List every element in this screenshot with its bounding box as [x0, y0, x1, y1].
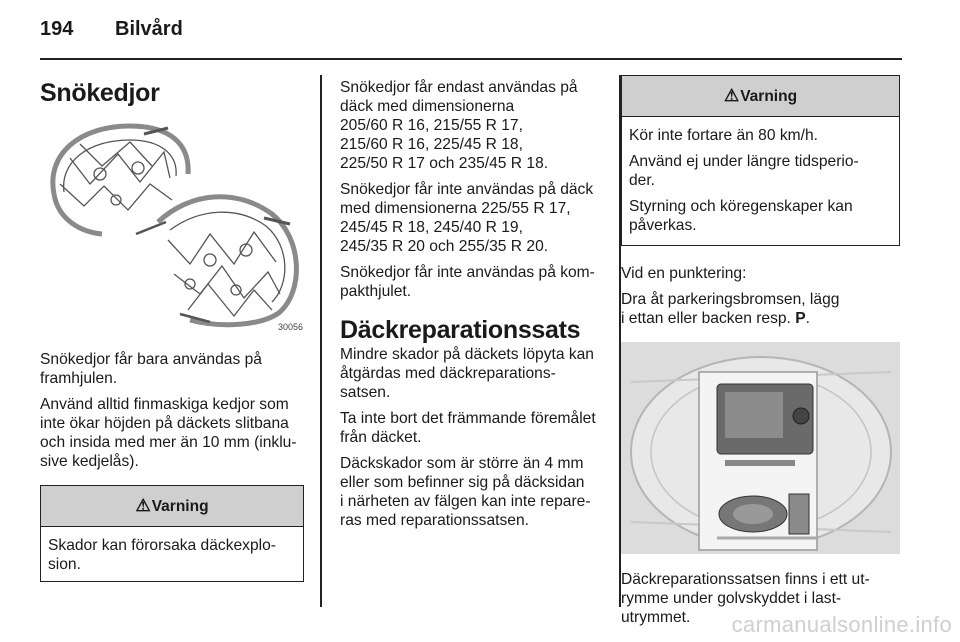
page-header [40, 18, 183, 41]
compact-wheel-paragraph: Snökedjor får inte användas på kom- pakthjulet. [340, 264, 595, 300]
large-damage-paragraph: Däckskador som är större än 4 mm eller som befinner sig på däcksidan i närheten av fälgen kan inte repare- ras med reparationssatsen. [340, 455, 591, 529]
snow-chains-title: Snökedjor [40, 79, 160, 107]
column-1 [40, 78, 304, 596]
section-title: Bilvård [115, 18, 183, 40]
allowed-sizes-paragraph: Snökedjor får endast användas på däck med dimensionerna 205/60 R 16, 215/55 R 17, 215/60 R 16, 225/45 R 18, 225/50 R 17 och 235/45 R 18. [340, 79, 578, 172]
chains-front-paragraph: Snökedjor får bara användas på framhjulen. [40, 351, 262, 387]
forbidden-sizes-paragraph: Snökedjor får inte användas på däck med dimensionerna 225/55 R 17, 245/45 R 18, 245/40 R 19, 245/35 R 20 och 255/35 R 20. [340, 181, 594, 255]
warning-title: Varning [151, 498, 209, 515]
warning-triangle-icon: ⚠ [723, 86, 740, 105]
column-divider-1 [320, 75, 322, 607]
warning-box-speed [621, 75, 900, 246]
watermark: carmanualsonline.info [731, 612, 952, 637]
parking-brake-paragraph: Dra åt parkeringsbromsen, lägg i ettan eller backen resp. P. [621, 291, 840, 327]
warning-body: Kör inte fortare än 80 km/h. Använd ej under längre tidsperio- der. Styrning och köregenskaper kan påverkas. [629, 127, 859, 234]
warning-header [41, 486, 303, 527]
page-number: 194 [40, 18, 74, 40]
warning-body: Skador kan förorsaka däckexplo- sion. [48, 537, 276, 573]
tyre-repair-kit-heading: Däckreparationssats [340, 316, 581, 344]
foreign-object-paragraph: Ta inte bort det främmande föremålet från däcket. [340, 410, 596, 446]
column-2 [340, 78, 604, 537]
warning-box-tyre-damage [40, 485, 304, 582]
snow-chains-drawing [40, 114, 304, 336]
repair-kit-photo [621, 342, 900, 554]
snow-chains-illustration [40, 114, 304, 336]
minor-damage-paragraph: Mindre skador på däckets löpyta kan åtgärdas med däckreparations- satsen. [340, 346, 594, 401]
figure-code: 30056 [278, 322, 304, 332]
warning-triangle-icon: ⚠ [135, 496, 151, 515]
column-3 [621, 75, 900, 634]
warning-title: Varning [740, 88, 798, 105]
repair-kit-drawing [621, 342, 900, 554]
puncture-paragraph: Vid en punktering: [621, 265, 747, 282]
header-rule [40, 58, 902, 60]
warning-header [622, 76, 899, 117]
chains-fine-mesh-paragraph: Använd alltid finmaskiga kedjor som inte ökar höjden på däckets slitbana och insida med mer än 10 mm (inklu- sive kedjelås). [40, 396, 297, 470]
kit-location-paragraph: Däckreparationssatsen finns i ett ut- rymme under golvskyddet i last- utrymmet. [621, 571, 870, 626]
